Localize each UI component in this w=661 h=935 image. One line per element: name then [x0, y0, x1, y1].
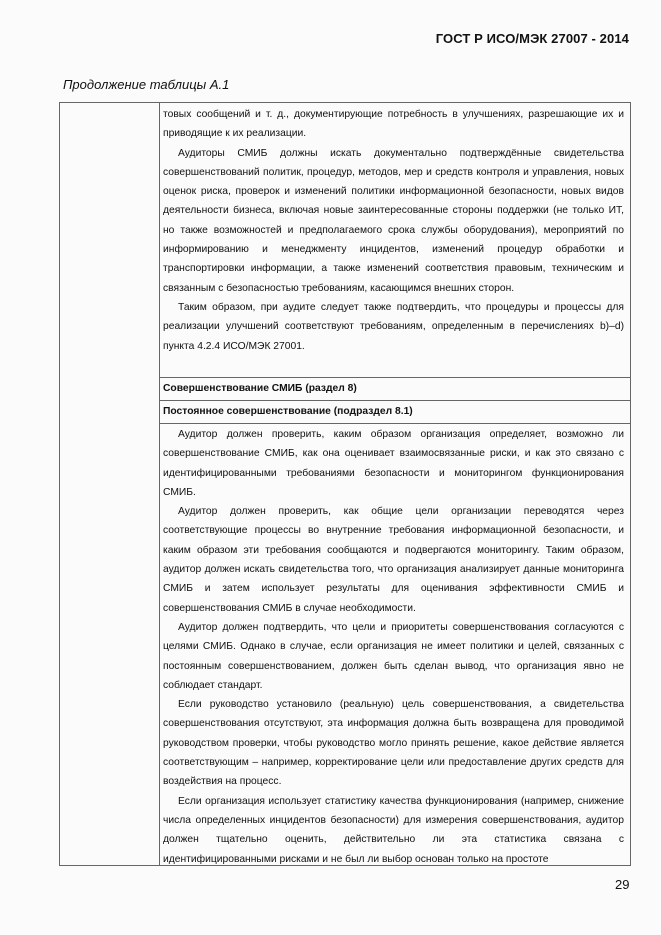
subsection-heading-continual-improvement: Постоянное совершенствование (подраздел 8.1) [160, 400, 630, 423]
paragraph: Аудитор должен проверить, каким образом организация определяет, возможно ли совершенствование СМИБ, как она оценивает взаимосвязанные риски, и как это связано с идентифицированными требованиями безопасности и мониторингом функционирования СМИБ. [163, 429, 624, 498]
section-heading-isms-improvement: Совершенствование СМИБ (раздел 8) [160, 377, 630, 400]
paragraph: Аудиторы СМИБ должны искать документально подтверждённые свидетельства совершенствований политик, процедур, методов, мер и средств контроля и управления, новых оценок риска, проверок и изменений политики информационной безопасности, новых видов деятельности бизнеса, включая новые заинтересованные стороны поддержки (не только ИТ, но также возможностей и предполагаемого срока службы оборудования), мероприятий по информированию и менеджменту инцидентов, изменений процедур обработки и транспортировки информации, а также изменений соответствия правовым, техническим и связанным с безопасностью требованиям, касающимся внешних сторон. [163, 147, 624, 294]
paragraph: Таким образом, при аудите следует также подтвердить, что процедуры и процессы для реализации улучшений соответствуют требованиям, определенным в перечислениях b)–d) пункта 4.2.4 ИСО/МЭК 27001. [163, 301, 624, 352]
paragraph: Аудитор должен проверить, как общие цели организации переводятся через соответствующие процессы во внутренние требования информационной безопасности, и каким образом эти требования сообщаются и подвергаются мониторингу. Таким образом, аудитор должен искать свидетельства того, что организация анализирует данные мониторинга СМИБ и затем использует результаты для оценивания эффективности СМИБ и совершенствования СМИБ в случае необходимости. [163, 506, 624, 614]
table-cell-continual-improvement [160, 423, 630, 865]
table-continuation-caption: Продолжение таблицы А.1 [63, 77, 230, 92]
paragraph: товых сообщений и т. д., документирующие потребность в улучшениях, разрешающие их и приводящие к их реализации. [163, 109, 624, 140]
table-cell-improvement-evidence [160, 103, 630, 377]
page-number: 29 [615, 877, 630, 892]
table-right-column [160, 103, 630, 865]
requirements-table [59, 102, 631, 866]
paragraph: Аудитор должен подтвердить, что цели и приоритеты совершенствования согласуются с целями СМИБ. Однако в случае, если организация не имеет политики и целей, связанных с постоянным совершенствованием, должен быть сделан вывод, что организация явно не соблюдает стандарт. [163, 621, 624, 691]
standard-designation: ГОСТ Р ИСО/МЭК 27007 - 2014 [435, 31, 629, 46]
paragraph: Если организация использует статистику качества функционирования (например, снижение числа определенных инцидентов безопасности) для измерения совершенствования, аудитор должен тщательно оценить, действительно ли эта статистика связана с идентифицированными рисками и не был ли выбор основан только на простоте [163, 795, 624, 865]
table-left-column [60, 103, 160, 865]
paragraph: Если руководство установило (реальную) цель совершенствования, а свидетельства совершенствования отсутствуют, эта информация должна быть возвращена для проводимой руководством проверки, чтобы руководство могло принять решение, какое действие является соответствующим – например, корректирование цели или предоставление других средств для воздействия на процесс. [163, 699, 624, 788]
